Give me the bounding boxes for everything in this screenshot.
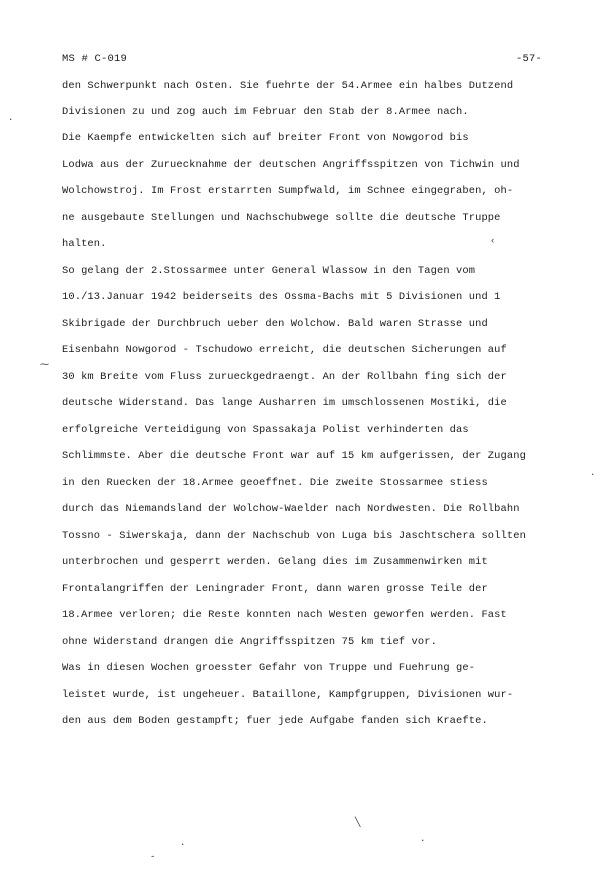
text-line: Die Kaempfe entwickelten sich auf breiter Front von Nowgorod bis bbox=[62, 132, 469, 144]
text-line: Divisionen zu und zog auch im Februar den Stab der 8.Armee nach. bbox=[62, 106, 469, 118]
text-line: unterbrochen und gesperrt werden. Gelang dies im Zusammenwirken mit bbox=[62, 556, 488, 568]
scan-speck: · bbox=[420, 836, 426, 846]
text-line: den aus dem Boden gestampft; fuer jede Aufgabe fanden sich Kraefte. bbox=[62, 715, 488, 727]
text-line: ne ausgebaute Stellungen und Nachschubwege sollte die deutsche Truppe bbox=[62, 212, 501, 224]
text-line: in den Ruecken der 18.Armee geoeffnet. Die zweite Stossarmee stiess bbox=[62, 477, 488, 489]
document-reference: MS # C-019 bbox=[62, 53, 128, 65]
text-line: Tossno - Siwerskaja, dann der Nachschub von Luga bis Jaschtschera sollten bbox=[62, 530, 526, 542]
page-number: -57- bbox=[516, 53, 543, 65]
text-line: Eisenbahn Nowgorod - Tschudowo erreicht, die deutschen Sicherungen auf bbox=[62, 344, 507, 356]
scan-speck: · bbox=[8, 115, 14, 125]
scan-speck: · bbox=[180, 840, 186, 850]
scan-speck: ╲ bbox=[355, 818, 361, 828]
scan-speck: - bbox=[150, 852, 156, 862]
scan-speck: · bbox=[590, 470, 596, 480]
text-line: 18.Armee verloren; die Reste konnten nach Westen geworfen werden. Fast bbox=[62, 609, 507, 621]
text-line: den Schwerpunkt nach Osten. Sie fuehrte der 54.Armee ein halbes Dutzend bbox=[62, 80, 514, 92]
text-line: So gelang der 2.Stossarmee unter General Wlassow in den Tagen vom bbox=[62, 265, 476, 277]
text-line: erfolgreiche Verteidigung von Spassakaja Polist verhinderten das bbox=[62, 424, 469, 436]
text-line: 30 km Breite vom Fluss zurueckgedraengt. An der Rollbahn fing sich der bbox=[62, 371, 507, 383]
text-line: Schlimmste. Aber die deutsche Front war auf 15 km aufgerissen, der Zugang bbox=[62, 450, 526, 462]
text-line: durch das Niemandsland der Wolchow-Waelder nach Nordwesten. Die Rollbahn bbox=[62, 503, 520, 515]
margin-scribble: ⁓ bbox=[40, 360, 49, 370]
pencil-mark: ‹ bbox=[490, 236, 496, 246]
text-line: Was in diesen Wochen groesster Gefahr von Truppe und Fuehrung ge- bbox=[62, 662, 476, 674]
text-line: deutsche Widerstand. Das lange Ausharren im umschlossenen Mostiki, die bbox=[62, 397, 507, 409]
text-line: Wolchowstroj. Im Frost erstarrten Sumpfwald, im Schnee eingegraben, oh- bbox=[62, 185, 514, 197]
text-line: halten. bbox=[62, 238, 107, 250]
text-line: Lodwa aus der Zuruecknahme der deutschen Angriffsspitzen von Tichwin und bbox=[62, 159, 520, 171]
text-line: 10./13.Januar 1942 beiderseits des Ossma-Bachs mit 5 Divisionen und 1 bbox=[62, 291, 501, 303]
text-line: Skibrigade der Durchbruch ueber den Wolchow. Bald waren Strasse und bbox=[62, 318, 488, 330]
text-line: leistet wurde, ist ungeheuer. Bataillone, Kampfgruppen, Divisionen wur- bbox=[62, 689, 514, 701]
text-line: Frontalangriffen der Leningrader Front, dann waren grosse Teile der bbox=[62, 583, 488, 595]
text-line: ohne Widerstand drangen die Angriffsspitzen 75 km tief vor. bbox=[62, 636, 437, 648]
